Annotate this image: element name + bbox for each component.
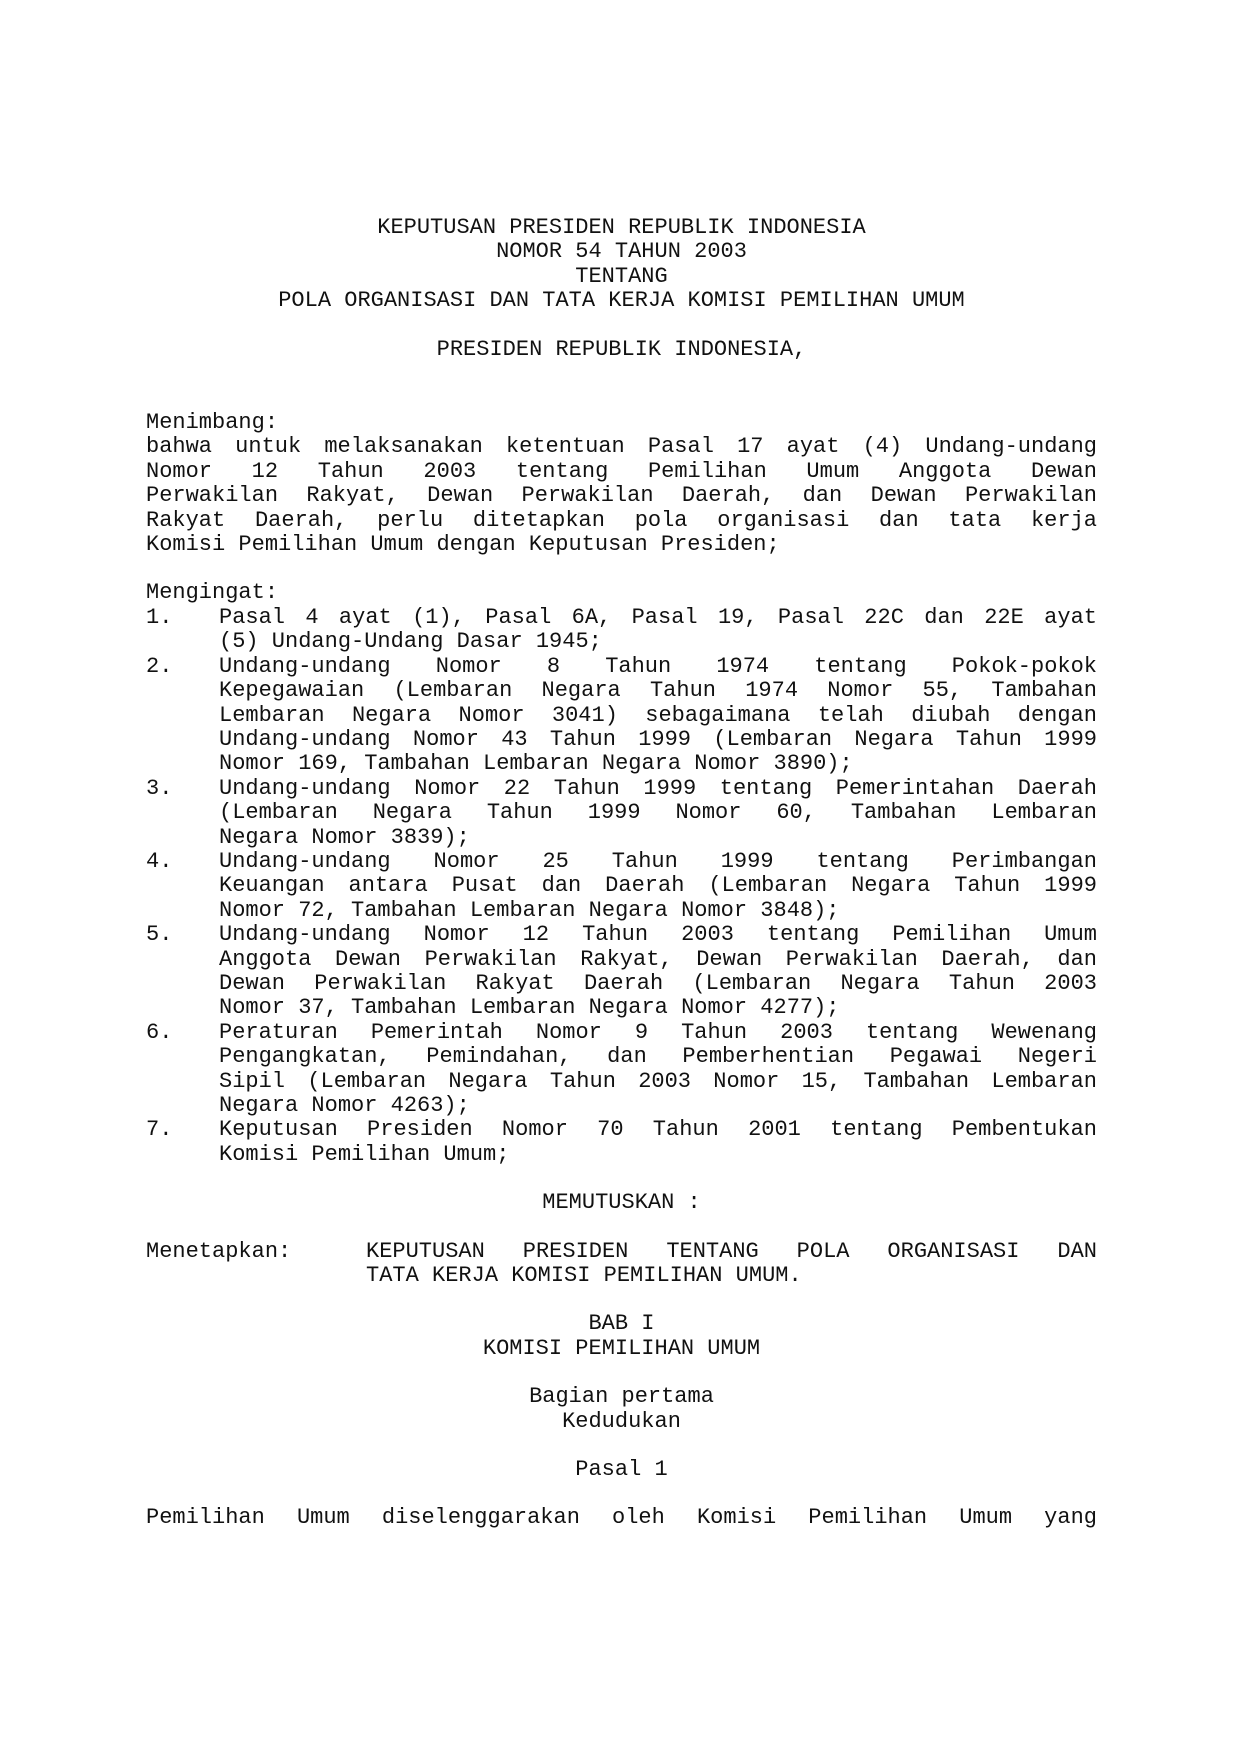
menimbang-line: Komisi Pemilihan Umum dengan Keputusan Presiden; xyxy=(146,532,780,558)
list-item-line: Peraturan Pemerintah Nomor 9 Tahun 2003 tentang Wewenang xyxy=(219,1019,1097,1045)
list-item-line: Undang-undang Nomor 43 Tahun 1999 (Lembaran Negara Tahun 1999 xyxy=(219,726,1097,752)
list-item-number: 1. xyxy=(146,604,173,630)
list-item-number: 5. xyxy=(146,922,173,948)
list-item-number: 6. xyxy=(146,1019,173,1045)
list-item-line: Sipil (Lembaran Negara Tahun 2003 Nomor 15, Tambahan Lembaran xyxy=(219,1068,1097,1094)
menimbang-line: Perwakilan Rakyat, Dewan Perwakilan Daerah, dan Dewan Perwakilan xyxy=(146,483,1097,509)
list-item xyxy=(146,655,1097,777)
list-item-line: Negara Nomor 4263); xyxy=(219,1093,470,1118)
list-item xyxy=(146,923,1097,1021)
title-line: KEPUTUSAN PRESIDEN REPUBLIK INDONESIA xyxy=(377,215,866,240)
chapter-heading xyxy=(146,1312,1097,1361)
list-item-line: Komisi Pemilihan Umum; xyxy=(219,1141,510,1167)
list-item-line: Undang-undang Nomor 25 Tahun 1999 tentang Perimbangan xyxy=(219,848,1097,874)
list-item xyxy=(146,777,1097,850)
menimbang-line: Rakyat Daerah, perlu ditetapkan pola organisasi dan tata kerja xyxy=(146,507,1097,533)
document-title xyxy=(146,216,1097,314)
list-item-line: Undang-undang Nomor 22 Tahun 1999 tentang Pemerintahan Daerah xyxy=(219,775,1097,801)
list-item xyxy=(146,606,1097,655)
list-item-line: Anggota Dewan Perwakilan Rakyat, Dewan Perwakilan Daerah, dan xyxy=(219,946,1097,972)
title-line: TENTANG xyxy=(575,263,668,289)
article-text-line: Pemilihan Umum diselenggarakan oleh Komisi Pemilihan Umum yang xyxy=(146,1505,1097,1531)
list-item xyxy=(146,1118,1097,1167)
title-line: POLA ORGANISASI DAN TATA KERJA KOMISI PEMILIHAN UMUM xyxy=(278,288,965,314)
list-item-number: 4. xyxy=(146,848,173,874)
section-label: Mengingat: xyxy=(146,580,279,606)
list-item-line: Dewan Perwakilan Rakyat Daerah (Lembaran Negara Tahun 2003 xyxy=(219,970,1097,996)
menetapkan-line: KEPUTUSAN PRESIDEN TENTANG POLA ORGANISASI DAN xyxy=(366,1238,1097,1264)
mengingat-section xyxy=(146,581,1097,1167)
section-label: Menimbang: xyxy=(146,410,279,436)
issuer-line: PRESIDEN REPUBLIK INDONESIA, xyxy=(436,336,807,362)
list-item-line: Keputusan Presiden Nomor 70 Tahun 2001 tentang Pembentukan xyxy=(219,1117,1097,1143)
list-item-number: 3. xyxy=(146,775,173,801)
list-item xyxy=(146,1021,1097,1119)
list-item-line: Undang-undang Nomor 12 Tahun 2003 tentang Pemilihan Umum xyxy=(219,922,1097,948)
list-item-line: Undang-undang Nomor 8 Tahun 1974 tentang Pokok-pokok xyxy=(219,653,1097,679)
part-title: Kedudukan xyxy=(562,1408,681,1434)
part-heading xyxy=(146,1385,1097,1434)
chapter-title: KOMISI PEMILIHAN UMUM xyxy=(482,1335,761,1361)
menimbang-line: Nomor 12 Tahun 2003 tentang Pemilihan Umum Anggota Dewan xyxy=(146,458,1097,484)
menetapkan-section xyxy=(146,1240,1097,1289)
list-item-line: Kepegawaian (Lembaran Negara Tahun 1974 Nomor 55, Tambahan xyxy=(219,678,1097,704)
part-number: Bagian pertama xyxy=(529,1384,714,1410)
list-item-number: 2. xyxy=(146,653,173,679)
list-item-line: (5) Undang-Undang Dasar 1945; xyxy=(219,629,602,655)
chapter-number: BAB I xyxy=(588,1311,655,1337)
list-item xyxy=(146,850,1097,923)
article-heading: Pasal 1 xyxy=(575,1457,668,1483)
section-label: Menetapkan: xyxy=(146,1238,292,1264)
memutuskan-heading: MEMUTUSKAN : xyxy=(542,1190,701,1216)
menimbang-section xyxy=(146,411,1097,557)
list-item-line: Keuangan antara Pusat dan Daerah (Lembaran Negara Tahun 1999 xyxy=(219,873,1097,899)
list-item-number: 7. xyxy=(146,1117,173,1143)
list-item-line: Negara Nomor 3839); xyxy=(219,824,470,850)
list-item-line: Nomor 37, Tambahan Lembaran Negara Nomor 4277); xyxy=(219,995,840,1021)
menetapkan-line: TATA KERJA KOMISI PEMILIHAN UMUM. xyxy=(366,1263,802,1289)
list-item-line: Pengangkatan, Pemindahan, dan Pemberhentian Pegawai Negeri xyxy=(219,1044,1097,1070)
list-item-line: Nomor 169, Tambahan Lembaran Negara Nomor 3890); xyxy=(219,751,853,777)
list-item-line: Nomor 72, Tambahan Lembaran Negara Nomor 3848); xyxy=(219,897,840,923)
title-line: NOMOR 54 TAHUN 2003 xyxy=(496,239,747,265)
menimbang-line: bahwa untuk melaksanakan ketentuan Pasal 17 ayat (4) Undang-undang xyxy=(146,434,1097,460)
list-item-line: Lembaran Negara Nomor 3041) sebagaimana telah diubah dengan xyxy=(219,702,1097,728)
list-item-line: Pasal 4 ayat (1), Pasal 6A, Pasal 19, Pasal 22C dan 22E ayat xyxy=(219,604,1097,630)
document-page xyxy=(146,216,1097,1531)
list-item-line: (Lembaran Negara Tahun 1999 Nomor 60, Tambahan Lembaran xyxy=(219,800,1097,826)
